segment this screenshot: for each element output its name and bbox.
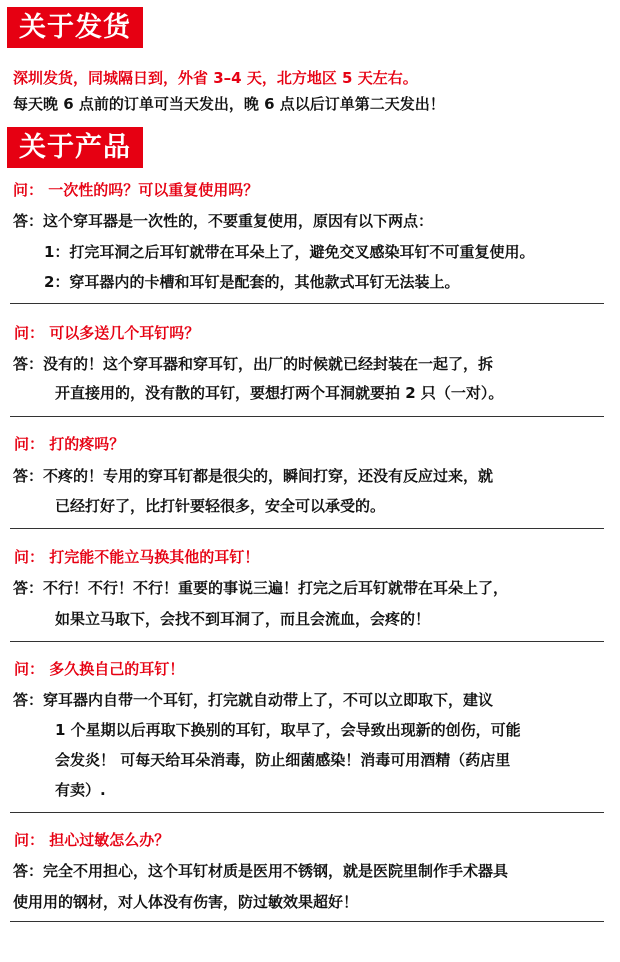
- divider: [10, 416, 604, 417]
- faq-answer-3-line-2: 已经打好了，比打针要轻很多，安全可以承受的。: [55, 497, 386, 515]
- divider: [10, 528, 604, 529]
- faq-question-3: 问： 打的疼吗？: [14, 435, 125, 453]
- faq-answer-5-line-4: 有卖）.: [55, 781, 106, 799]
- faq-answer-2-line-2: 开直接用的，没有散的耳钉，要想打两个耳洞就要拍 2 只（一对）。: [55, 384, 504, 402]
- divider: [10, 303, 604, 304]
- shipping-line-2: 每天晚 6 点前的订单可当天发出，晚 6 点以后订单第二天发出！: [13, 95, 445, 113]
- divider: [10, 641, 604, 642]
- faq-answer-6-line-2: 使用用的钢材，对人体没有伤害，防过敏效果超好！: [13, 893, 359, 911]
- faq-answer-4-line-2: 如果立马取下，会找不到耳洞了，而且会流血，会疼的！: [55, 610, 431, 628]
- faq-answer-3-line-1: 答：不疼的！专用的穿耳钉都是很尖的，瞬间打穿，还没有反应过来，就: [13, 467, 494, 485]
- faq-answer-1-line-3: 2：穿耳器内的卡槽和耳钉是配套的，其他款式耳钉无法装上。: [44, 273, 460, 291]
- faq-question-1: 问： 一次性的吗？可以重复使用吗？: [13, 181, 259, 199]
- faq-question-6: 问： 担心过敏怎么办？: [14, 831, 170, 849]
- shipping-line-1: 深圳发货，同城隔日到，外省 3–4 天，北方地区 5 天左右。: [13, 69, 418, 87]
- faq-question-2: 问： 可以多送几个耳钉吗？: [14, 324, 200, 342]
- faq-answer-1-line-1: 答：这个穿耳器是一次性的，不要重复使用，原因有以下两点：: [13, 212, 434, 230]
- faq-answer-1-line-2: 1：打完耳洞之后耳钉就带在耳朵上了，避免交叉感染耳钉不可重复使用。: [44, 243, 535, 261]
- faq-question-4: 问： 打完能不能立马换其他的耳钉！: [14, 548, 260, 566]
- divider: [10, 921, 604, 922]
- faq-answer-5-line-2: 1 个星期以后再取下换别的耳钉，取早了，会导致出现新的创伤，可能: [55, 721, 521, 739]
- faq-answer-4-line-1: 答：不行！不行！不行！重要的事说三遍！打完之后耳钉就带在耳朵上了，: [13, 579, 509, 597]
- faq-answer-2-line-1: 答：没有的！这个穿耳器和穿耳钉，出厂的时候就已经封装在一起了，拆: [13, 355, 494, 373]
- product-heading: 关于产品: [7, 127, 143, 168]
- faq-answer-6-line-1: 答：完全不用担心，这个耳钉材质是医用不锈钢，就是医院里制作手术器具: [13, 862, 509, 880]
- shipping-heading: 关于发货: [7, 7, 143, 48]
- divider: [10, 812, 604, 813]
- faq-question-5: 问： 多久换自己的耳钉！: [14, 660, 185, 678]
- faq-answer-5-line-1: 答：穿耳器内自带一个耳钉，打完就自动带上了，不可以立即取下，建议: [13, 691, 494, 709]
- faq-answer-5-line-3: 会发炎！ 可每天给耳朵消毒，防止细菌感染！消毒可用酒精（药店里: [55, 751, 511, 769]
